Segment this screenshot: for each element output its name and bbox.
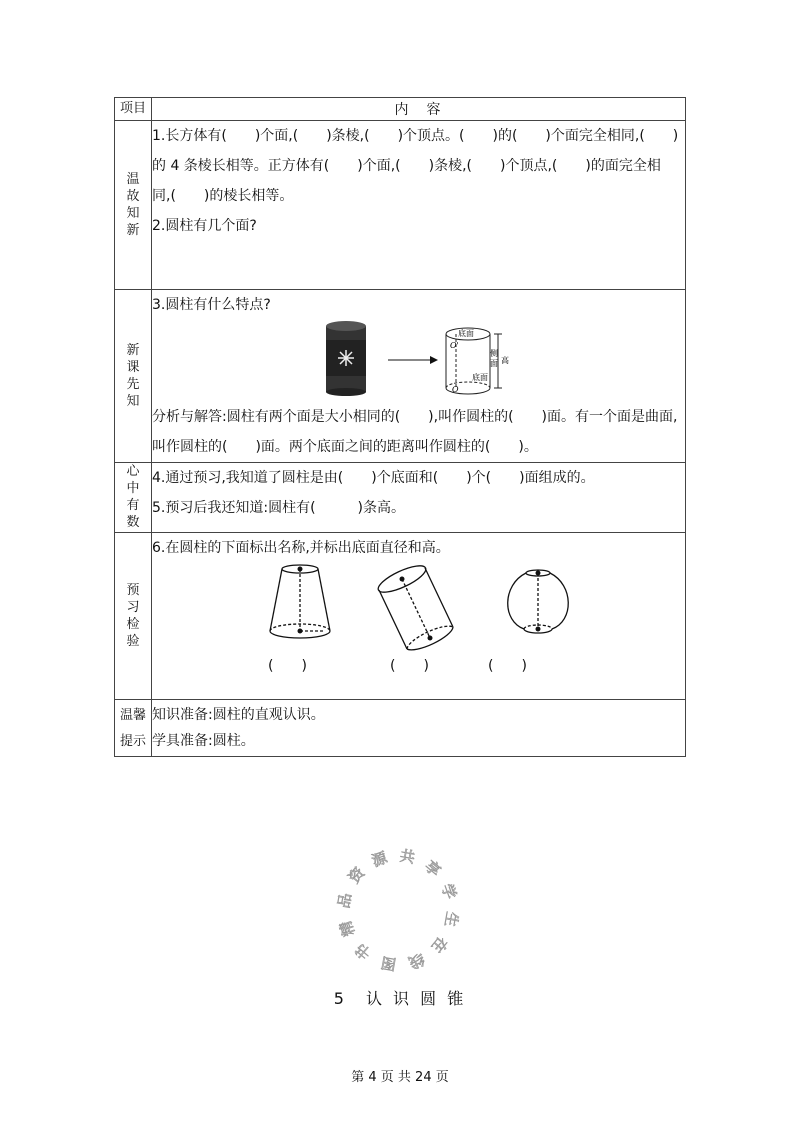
preview-question: 3.圆柱有什么特点? [152,297,271,313]
page-footer: 第 4 页 共 24 页 [351,1070,449,1085]
tips-label-1: 温馨 [119,708,146,723]
arrow-right-icon [388,356,438,364]
paren-2: ( ) [390,658,429,674]
next-section-title: 5 认 识 圆 锥 [333,989,467,1008]
tips-line-1: 知识准备:圆柱的直观认识。 [152,707,325,723]
stamp-char: 在 [427,933,452,957]
tips-label-2: 提示 [119,734,146,749]
tilted-cylinder-icon [375,563,453,650]
answer-line-1: 分析与解答:圆柱有两个面是大小相同的( ),叫作圆柱的( )面。有一个面是曲面, [152,409,678,425]
table-header-row [115,98,686,121]
paren-3: ( ) [488,658,527,674]
solids-illustration [152,563,712,653]
side-label-1: 侧 [490,349,498,358]
check-figures [152,563,685,681]
stamp-char: 共 [398,846,417,867]
section-review [115,121,686,290]
know-line-1: 4.通过预习,我知道了圆柱是由( )个底面和( )个( )面组成的。 [152,470,595,486]
stamp-char: 品 [334,891,355,910]
stamp-char: 享 [421,856,445,881]
height-label: 高 [501,356,509,365]
point-bottom-label: O [452,385,459,394]
stamp-char: 线 [406,949,427,972]
stamp-char: 书 [351,939,375,964]
review-line-3: 同,( )的棱长相等。 [152,188,294,204]
tips-line-2: 学具准备:圆柱。 [152,733,255,749]
stamp-char: 图 [379,953,398,974]
section-tips [115,700,686,757]
section-check [115,533,686,700]
know-line-2: 5.预习后我还知道:圆柱有( )条高。 [152,500,405,516]
frustum-icon [270,565,330,638]
review-line-1: 1.长方体有( )个面,( )条棱,( )个顶点。( )的( )个面完全相同,( ) [152,128,679,144]
section-preview-label: 新课先知 [126,342,140,409]
header-content: 内 容 [152,98,686,121]
watermark-stamp [328,840,468,980]
top-base-label: 底面 [458,329,474,338]
header-project: 项目 [115,98,152,121]
review-line-2: 的 4 条棱长相等。正方体有( )个面,( )条棱,( )个顶点,( )的面完全相 [152,158,661,174]
bottom-base-label: 底面 [472,373,488,382]
lesson-table [114,97,686,757]
section-know-label: 心中有数 [126,464,140,530]
can-icon [326,321,366,396]
stamp-char: 精 [336,918,359,939]
cylinder-figure [152,320,685,402]
stamp-char: 源 [369,848,390,871]
answer-line-2: 叫作圆柱的( )面。两个底面之间的距离叫作圆柱的( )。 [152,439,538,455]
section-check-label: 预习检验 [126,582,140,649]
cylinder-illustration [152,320,712,402]
paren-1: ( ) [268,658,307,674]
stamp-char: 学 [437,881,460,902]
section-preview [115,290,686,463]
side-label-2: 面 [490,359,498,368]
point-top-label: O' [450,341,459,350]
barrel-icon [508,570,569,633]
check-question: 6.在圆柱的下面标出名称,并标出底面直径和高。 [152,540,450,556]
review-line-4: 2.圆柱有几个面? [152,218,257,234]
stamp-char: 资 [344,863,369,887]
section-review-label: 温故知新 [126,171,140,238]
section-know [115,463,686,533]
stamp-char: 生 [441,910,462,929]
